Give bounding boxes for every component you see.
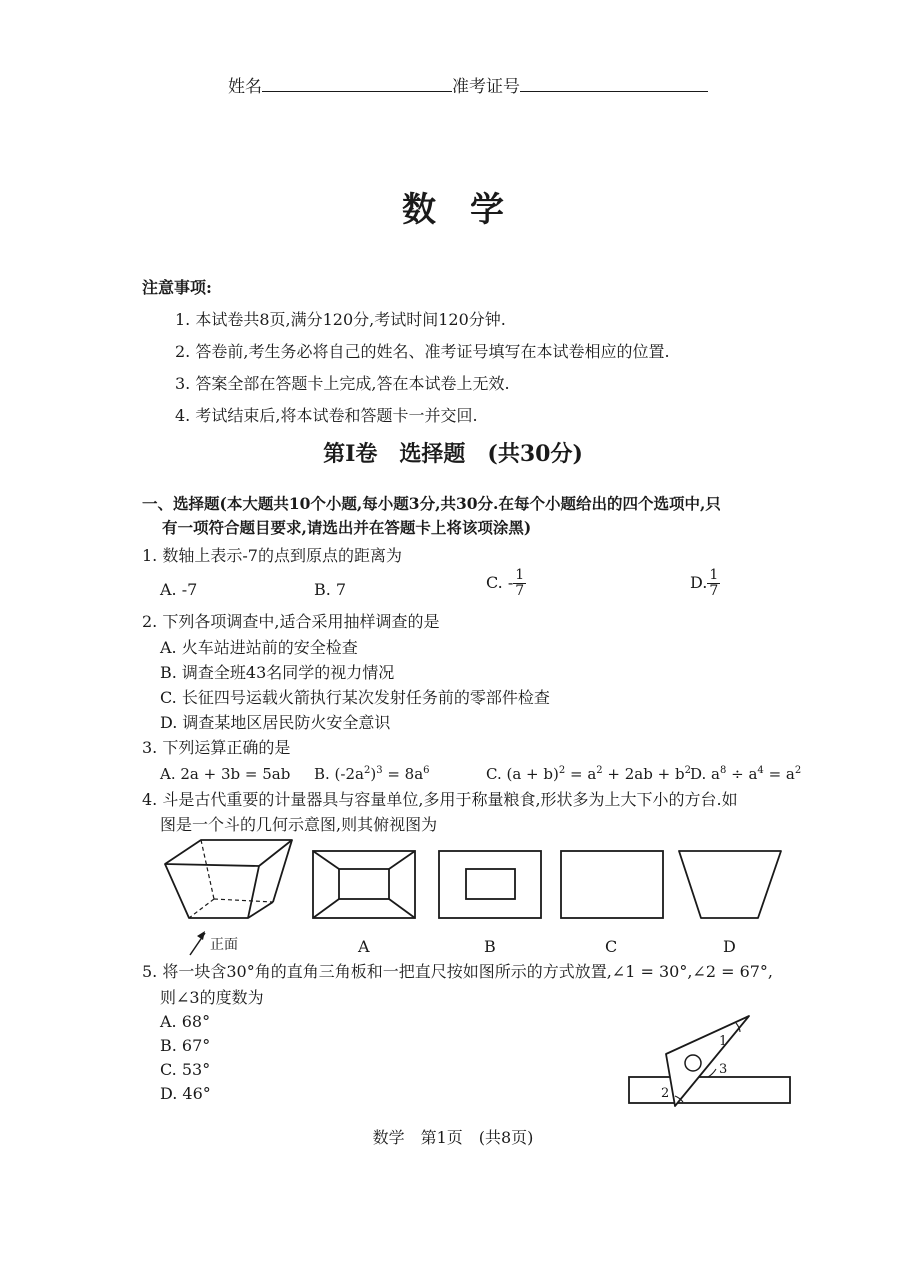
ruler-shape	[629, 1077, 790, 1103]
q2-option-d[interactable]: D. 调查某地区居民防火安全意识	[160, 713, 391, 732]
angle-label-3: 3	[719, 1062, 728, 1077]
notice-item: 3. 答案全部在答题卡上完成,答在本试卷上无效.	[175, 374, 510, 393]
option-c-figure[interactable]	[560, 850, 664, 920]
q1-option-c[interactable]	[486, 568, 526, 599]
option-b-label: B	[484, 937, 496, 956]
q5-option-a[interactable]: A. 68°	[160, 1012, 211, 1031]
q1-option-a[interactable]: A. -7	[160, 580, 198, 599]
question-4-stem: 4. 斗是古代重要的计量器具与容量单位,多用于称量粮食,形状多为上大下小的方台.如	[142, 790, 738, 809]
triangle-ruler-figure	[626, 1010, 796, 1108]
angle-label-1: 1	[719, 1034, 728, 1049]
front-label: 正面	[210, 937, 238, 953]
question-5-stem: 则∠3的度数为	[160, 988, 264, 1007]
option-a-label: A	[358, 937, 370, 956]
notice-item: 2. 答卷前,考生务必将自己的姓名、准考证号填写在本试卷相应的位置.	[175, 342, 670, 361]
option-c-label: C	[605, 937, 618, 956]
notice-item: 4. 考试结束后,将本试卷和答题卡一并交回.	[175, 406, 478, 425]
q2-option-b[interactable]: B. 调查全班43名同学的视力情况	[160, 663, 395, 682]
name-label: 姓名	[228, 77, 262, 97]
question-5-stem: 5. 将一块含30°角的直角三角板和一把直尺按如图所示的方式放置,∠1 = 30°,∠2 = 67°,	[142, 962, 774, 981]
question-2-stem: 2. 下列各项调查中,适合采用抽样调查的是	[142, 612, 440, 631]
question-1-stem: 1. 数轴上表示-7的点到原点的距离为	[142, 546, 402, 565]
q1-option-c-fraction: $\frac{1}{7}$	[515, 567, 525, 599]
option-a-figure[interactable]	[312, 850, 416, 920]
q3-option-c[interactable]: C. $(a + b)^2 = a^2 + 2ab + b^2$	[486, 765, 691, 783]
question-3-stem: 3. 下列运算正确的是	[142, 738, 291, 757]
q1-option-d-prefix: D.	[690, 573, 708, 592]
q1-option-d-fraction: $\frac{1}{7}$	[709, 567, 719, 599]
part1-instruction: 有一项符合题目要求,请选出并在答题卡上将该项涂黑)	[162, 518, 532, 537]
q1-option-b[interactable]: B. 7	[314, 580, 347, 599]
q5-option-b[interactable]: B. 67°	[160, 1036, 211, 1055]
option-d-label: D	[723, 937, 736, 956]
exam-id-blank[interactable]	[520, 74, 708, 92]
option-d-figure[interactable]	[678, 850, 782, 920]
q3-option-b[interactable]: B. $(-2a^2)^3 = 8a^6$	[314, 765, 430, 783]
name-blank[interactable]	[262, 74, 452, 92]
q2-option-a[interactable]: A. 火车站进站前的安全检查	[160, 638, 358, 657]
angle-label-2: 2	[661, 1086, 670, 1101]
page-footer: 数学 第1页 (共8页)	[372, 1128, 534, 1147]
q1-option-c-prefix: C. -	[486, 573, 514, 592]
notice-item: 1. 本试卷共8页,满分120分,考试时间120分钟.	[175, 310, 506, 329]
page-title: 数 学	[402, 190, 504, 230]
name-field[interactable]	[228, 74, 452, 97]
q1-option-d[interactable]	[690, 568, 720, 599]
q5-option-d[interactable]: D. 46°	[160, 1084, 211, 1103]
q3-option-d[interactable]: D. $a^8 \div a^4 = a^2$	[690, 765, 802, 783]
question-4-stem: 图是一个斗的几何示意图,则其俯视图为	[160, 815, 438, 834]
notice-heading: 注意事项:	[142, 278, 212, 297]
option-b-figure[interactable]	[438, 850, 542, 920]
section-title: 第Ⅰ卷 选择题 (共30分)	[323, 441, 583, 467]
q3-option-a[interactable]: A. 2a + 3b = 5ab	[160, 765, 291, 783]
q2-option-c[interactable]: C. 长征四号运载火箭执行某次发射任务前的零部件检查	[160, 688, 550, 707]
exam-id-field[interactable]	[452, 74, 708, 97]
q5-option-c[interactable]: C. 53°	[160, 1060, 211, 1079]
exam-id-label: 准考证号	[452, 77, 520, 97]
part1-instruction: 一、选择题(本大题共10个小题,每小题3分,共30分.在每个小题给出的四个选项中,只	[142, 494, 721, 513]
